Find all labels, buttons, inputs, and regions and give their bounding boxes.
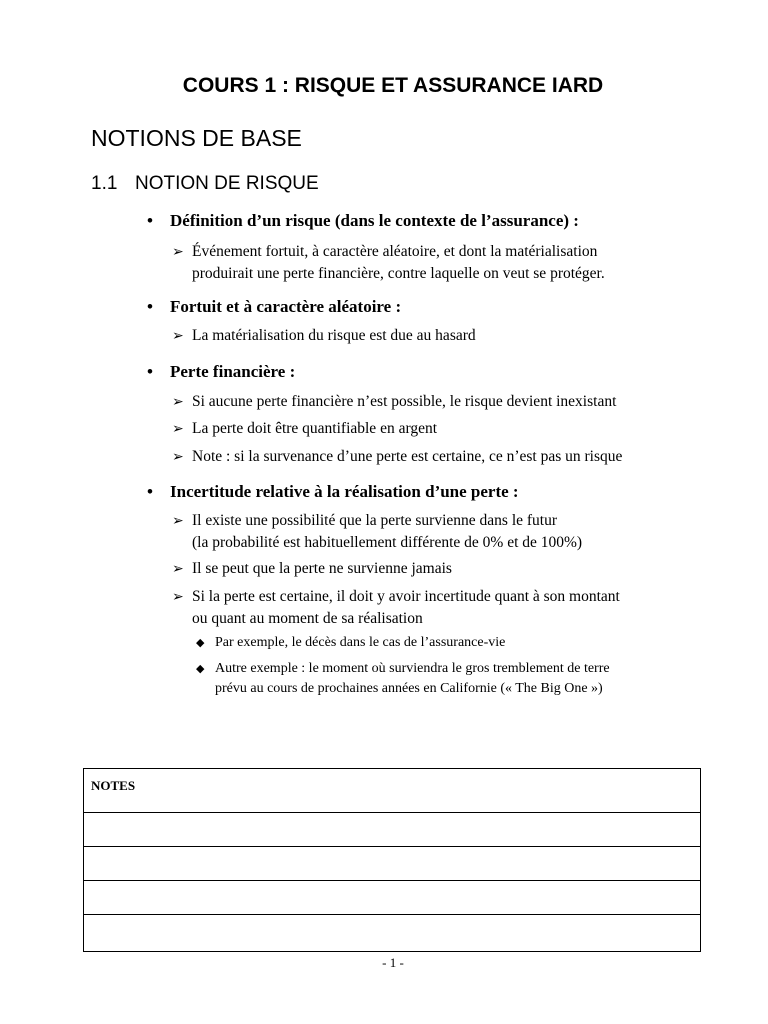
example-text: Autre exemple : le moment où surviendra le gros tremblement de terre (215, 661, 610, 676)
arrow-bullet-icon: ➢ (172, 590, 184, 605)
bullet-perte (147, 362, 295, 382)
item-text: Il existe une possibilité que la perte survienne dans le futur (192, 512, 558, 529)
subsection-title: NOTION DE RISQUE (135, 173, 319, 194)
notes-row[interactable] (84, 880, 700, 914)
list-item (172, 241, 605, 284)
bullet-label: Fortuit et à caractère aléatoire : (170, 297, 402, 316)
item-text: Note : si la survenance d’une perte est certaine, ce n’est pas un risque (192, 448, 623, 465)
bullet-incertitude (147, 482, 519, 502)
arrow-bullet-icon: ➢ (172, 514, 184, 529)
list-item (172, 418, 437, 440)
example-text: Par exemple, le décès dans le cas de l’assurance-vie (215, 635, 506, 650)
item-text: Si aucune perte financière n’est possible, le risque devient inexistant (192, 393, 617, 410)
item-text: Il se peut que la perte ne survienne jamais (192, 560, 452, 577)
page-number: - 1 - (382, 955, 404, 970)
section-heading: NOTIONS DE BASE (91, 125, 302, 151)
example-item (196, 633, 505, 653)
arrow-bullet-icon: ➢ (172, 450, 184, 465)
bullet-dot-icon: • (147, 297, 153, 316)
bullet-label: Définition d’un risque (dans le contexte de l’assurance) : (170, 211, 579, 230)
item-text-continued: ou quant au moment de sa réalisation (192, 610, 423, 627)
example-text-continued: prévu au cours de prochaines années en Californie (« The Big One ») (215, 681, 603, 696)
bullet-definition (147, 211, 579, 231)
notes-header: NOTES (91, 778, 136, 793)
bullet-label: Incertitude relative à la réalisation d’une perte : (170, 482, 519, 501)
item-text-continued: (la probabilité est habituellement différente de 0% et de 100%) (192, 534, 583, 551)
arrow-bullet-icon: ➢ (172, 245, 184, 260)
item-text: La perte doit être quantifiable en argent (192, 420, 438, 437)
list-item (172, 446, 622, 468)
arrow-bullet-icon: ➢ (172, 395, 184, 410)
notes-box (83, 768, 701, 952)
bullet-label: Perte financière : (170, 362, 296, 381)
bullet-fortuit (147, 297, 401, 317)
diamond-bullet-icon: ◆ (196, 663, 205, 675)
list-item (172, 510, 582, 553)
subsection-number: 1.1 (91, 173, 118, 194)
list-item (172, 558, 452, 580)
notes-row[interactable] (84, 914, 700, 948)
list-item (172, 586, 620, 629)
list-item (172, 325, 476, 347)
notes-row[interactable] (84, 812, 700, 846)
bullet-dot-icon: • (147, 211, 153, 230)
bullet-dot-icon: • (147, 362, 153, 381)
bullet-dot-icon: • (147, 482, 153, 501)
notes-row[interactable] (84, 846, 700, 880)
diamond-bullet-icon: ◆ (196, 637, 205, 649)
arrow-bullet-icon: ➢ (172, 329, 184, 344)
item-text: Événement fortuit, à caractère aléatoire, et dont la matérialisation (192, 243, 598, 260)
subsection-heading (91, 173, 319, 195)
example-item (196, 659, 610, 699)
list-item (172, 391, 616, 413)
item-text: Si la perte est certaine, il doit y avoir incertitude quant à son montant (192, 588, 620, 605)
arrow-bullet-icon: ➢ (172, 422, 184, 437)
item-text-continued: produirait une perte financière, contre laquelle on veut se protéger. (192, 265, 605, 282)
arrow-bullet-icon: ➢ (172, 562, 184, 577)
document-title: COURS 1 : RISQUE ET ASSURANCE IARD (182, 74, 604, 97)
item-text: La matérialisation du risque est due au hasard (192, 327, 476, 344)
